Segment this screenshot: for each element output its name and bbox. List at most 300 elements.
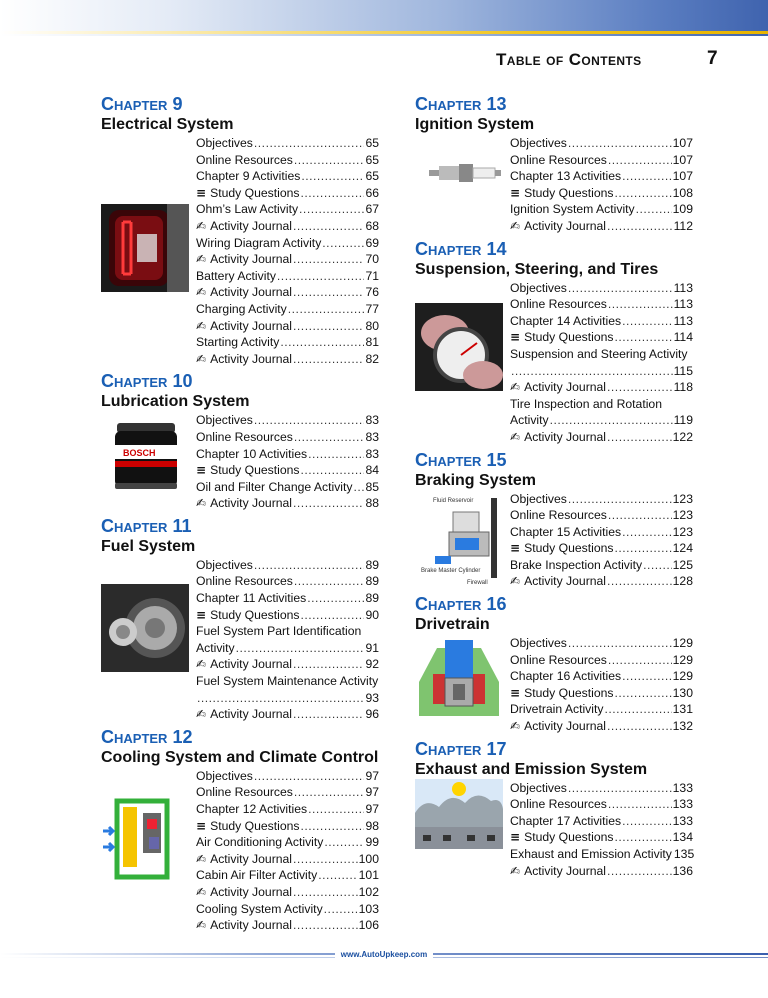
chapter-number: Chapter 14	[415, 238, 507, 259]
chapter-title: Suspension, Steering, and Tires	[415, 260, 659, 278]
toc-entry[interactable]	[510, 135, 693, 152]
entry-page-number: 107	[672, 136, 693, 150]
entry-label: Oil and Filter Change Activity	[196, 479, 353, 494]
dot-leader	[307, 590, 364, 607]
toc-entry[interactable]	[196, 590, 379, 607]
chapter-number: Chapter 10	[101, 371, 193, 392]
toc-entry[interactable]	[510, 280, 693, 297]
entry-label: Objectives	[510, 780, 567, 795]
toc-entry[interactable]	[510, 313, 693, 330]
entry-page-number: 125	[672, 557, 693, 572]
dot-leader	[615, 829, 672, 846]
toc-entry[interactable]	[510, 701, 693, 718]
toc-entry[interactable]	[510, 557, 693, 574]
dot-leader	[353, 479, 364, 496]
chapter-10	[101, 371, 391, 512]
entry-page-number: 119	[673, 413, 693, 428]
entry-page-number: 129	[672, 652, 693, 667]
dot-leader	[608, 152, 672, 169]
dot-leader	[293, 706, 364, 723]
chapter-number: Chapter 11	[101, 515, 192, 536]
entry-page-number: 77	[365, 301, 379, 316]
entry-page-number: 115	[673, 363, 693, 378]
toc-entry[interactable]	[196, 607, 379, 624]
entry-label: Activity Journal	[210, 496, 293, 511]
dot-leader	[607, 218, 673, 235]
entry-page-number: 134	[672, 830, 693, 845]
activity-journal-icon: ✍	[196, 496, 207, 511]
chapter-title: Braking System	[415, 471, 536, 489]
study-questions-icon: ≡	[196, 463, 207, 478]
toc-entry[interactable]	[196, 268, 379, 285]
entry-label: Activity Journal	[524, 218, 607, 233]
dot-leader	[511, 363, 673, 380]
entry-page-number: 65	[365, 169, 379, 184]
entry-label: Activity Journal	[210, 218, 293, 233]
dot-leader	[622, 668, 672, 685]
entry-label: Activity Journal	[524, 380, 607, 395]
toc-entry[interactable]	[196, 446, 379, 463]
dot-leader	[622, 168, 672, 185]
toc-entry[interactable]	[196, 834, 379, 851]
entry-label: Online Resources	[510, 508, 607, 523]
entry-page-number: 92	[365, 657, 379, 672]
activity-journal-icon: ✍	[510, 863, 521, 878]
toc-entry[interactable]	[196, 640, 379, 657]
activity-journal-icon: ✍	[196, 657, 207, 672]
entry-page-number: 97	[365, 785, 379, 800]
toc-entry[interactable]	[510, 363, 693, 380]
right-column	[415, 90, 705, 879]
entry-page-number: 108	[672, 185, 693, 200]
entry-page-number: 83	[365, 413, 379, 428]
activity-journal-icon: ✍	[196, 252, 207, 267]
chapter-16	[415, 594, 705, 735]
toc-entry[interactable]	[196, 867, 379, 884]
toc-entry[interactable]	[196, 784, 379, 801]
toc-entry[interactable]	[196, 235, 379, 252]
entry-label: Online Resources	[196, 429, 293, 444]
entry-label: Cooling System Activity	[196, 901, 323, 916]
dot-leader	[293, 218, 364, 235]
entry-label: Online Resources	[510, 297, 607, 312]
toc-entry[interactable]	[196, 479, 379, 496]
toc-entry[interactable]	[196, 218, 379, 235]
dot-leader	[615, 540, 672, 557]
toc-entry[interactable]	[510, 573, 693, 590]
dot-leader	[607, 863, 672, 880]
dot-leader	[254, 135, 365, 152]
toc-entry[interactable]	[196, 284, 379, 301]
dot-leader	[308, 446, 364, 463]
toc-entry[interactable]	[196, 201, 379, 218]
entry-label: Activity Journal	[524, 574, 607, 589]
entry-page-number: 106	[358, 918, 379, 933]
oil-filter-image	[101, 423, 189, 493]
study-questions-icon: ≡	[196, 185, 207, 200]
entry-label: Charging Activity	[196, 301, 287, 316]
page-title: Table of Contents	[496, 50, 642, 69]
dot-leader	[293, 656, 364, 673]
dot-leader	[568, 635, 672, 652]
dot-leader	[254, 768, 365, 785]
activity-journal-icon: ✍	[510, 380, 521, 395]
entry-page-number: 133	[672, 797, 693, 812]
toc-entry[interactable]	[196, 495, 379, 512]
entry-label: Online Resources	[196, 785, 293, 800]
entry-label: Activity Journal	[210, 285, 293, 300]
dot-leader	[615, 685, 672, 702]
toc-entry[interactable]	[510, 429, 693, 446]
entry-page-number: 99	[365, 835, 379, 850]
dot-leader	[322, 235, 364, 252]
dot-leader	[293, 917, 358, 934]
dot-leader	[280, 334, 364, 351]
chapter-title: Lubrication System	[101, 393, 250, 411]
entry-label: Chapter 12 Activities	[196, 802, 308, 816]
toc-entry[interactable]	[196, 801, 379, 818]
entry-label: Study Questions	[210, 463, 300, 478]
entry-page-number: 83	[365, 446, 379, 461]
toc-entry[interactable]	[510, 346, 693, 363]
dot-leader	[607, 379, 673, 396]
dot-leader	[254, 557, 365, 574]
toc-entry[interactable]	[510, 635, 693, 652]
toc-entry[interactable]	[510, 846, 693, 863]
dot-leader	[293, 495, 364, 512]
chapter-title: Ignition System	[415, 116, 535, 133]
study-questions-icon: ≡	[510, 830, 521, 845]
entry-label: Chapter 11 Activities	[196, 591, 307, 606]
chapter-entries	[510, 491, 693, 591]
toc-entry[interactable]	[510, 379, 693, 396]
dot-leader	[607, 718, 672, 735]
entry-label: Activity Journal	[524, 863, 607, 878]
entry-label: Activity Journal	[210, 351, 293, 366]
dot-leader	[550, 412, 673, 429]
entry-page-number: 109	[672, 202, 693, 217]
entry-page-number: 66	[365, 185, 379, 200]
toc-entry[interactable]	[510, 491, 693, 508]
dot-leader	[254, 412, 365, 429]
entry-label: Objectives	[196, 413, 253, 428]
emission-diagram	[415, 779, 503, 849]
toc-entry[interactable]	[510, 780, 693, 797]
entry-label: Objectives	[510, 491, 567, 506]
toc-entry[interactable]	[196, 884, 379, 901]
entry-label: Chapter 13 Activities	[510, 169, 622, 184]
entry-page-number: 90	[365, 607, 379, 622]
toc-entry[interactable]	[196, 901, 379, 918]
entry-page-number: 65	[365, 136, 379, 150]
entry-page-number: 82	[365, 351, 379, 366]
dot-leader	[604, 701, 671, 718]
chapter-13	[415, 94, 705, 235]
page-number: 7	[707, 48, 718, 69]
chapter-title: Drivetrain	[415, 616, 490, 634]
chapter-14	[415, 239, 705, 446]
toc-entry[interactable]	[196, 690, 379, 707]
toc-entry[interactable]	[196, 768, 379, 785]
entry-page-number: 133	[672, 813, 693, 828]
entry-label: Study Questions	[524, 330, 614, 345]
entry-page-number: 93	[365, 690, 379, 705]
chapter-entries	[510, 780, 693, 880]
entry-label: Tire Inspection and Rotation	[510, 396, 662, 411]
chapter-entries	[196, 557, 379, 723]
toc-entry[interactable]	[196, 318, 379, 335]
entry-page-number: 132	[672, 719, 693, 734]
dot-leader	[197, 690, 364, 707]
toc-entry[interactable]	[196, 673, 379, 690]
toc-entry[interactable]	[196, 851, 379, 868]
dot-leader	[615, 329, 673, 346]
dot-leader	[301, 462, 365, 479]
entry-label: Activity Journal	[210, 918, 293, 933]
entry-label: Drivetrain Activity	[510, 702, 604, 717]
entry-label: Objectives	[196, 557, 253, 572]
toc-entry[interactable]	[196, 429, 379, 446]
toc-entry[interactable]	[510, 201, 693, 218]
study-questions-icon: ≡	[510, 541, 521, 556]
toc-entry[interactable]	[510, 863, 693, 880]
entry-page-number: 65	[365, 152, 379, 167]
spark-plug-image	[415, 154, 503, 194]
chapter-entries	[196, 768, 379, 934]
brake-master-cylinder-label: Brake Master Cylinder	[421, 567, 481, 574]
dot-leader	[608, 507, 672, 524]
entry-page-number: 114	[673, 330, 693, 345]
dot-leader	[324, 901, 358, 918]
chapter-number: Chapter 12	[101, 726, 193, 747]
toc-entry[interactable]	[196, 168, 379, 185]
chapter-12	[101, 727, 391, 934]
entry-label: Activity Journal	[210, 707, 293, 722]
dot-leader	[294, 429, 365, 446]
entry-page-number: 80	[365, 318, 379, 333]
dot-leader	[622, 524, 672, 541]
dot-leader	[308, 801, 364, 818]
entry-label: Online Resources	[510, 152, 607, 167]
dot-leader	[277, 268, 365, 285]
svg-text:BOSCH: BOSCH	[123, 448, 156, 459]
entry-page-number: 112	[673, 218, 693, 233]
toc-entry[interactable]	[196, 917, 379, 934]
entry-label: Starting Activity	[196, 335, 280, 350]
chapter-number: Chapter 16	[415, 594, 507, 615]
entry-page-number: 76	[365, 285, 379, 300]
entry-label: Chapter 17 Activities	[510, 813, 622, 828]
entry-page-number: 96	[365, 707, 379, 722]
entry-page-number: 103	[358, 901, 379, 916]
dot-leader	[318, 867, 357, 884]
tail-light-image	[101, 204, 189, 292]
toc-entry[interactable]	[510, 412, 693, 429]
entry-label: Activity Journal	[210, 318, 293, 333]
dot-leader	[324, 834, 364, 851]
chapter-entries	[196, 135, 379, 367]
entry-label: Study Questions	[210, 818, 300, 833]
toc-entry[interactable]	[196, 557, 379, 574]
entry-label: Exhaust and Emission Activity	[510, 847, 672, 861]
dot-leader	[607, 573, 672, 590]
entry-label: Activity	[510, 413, 549, 428]
toc-entry[interactable]	[196, 656, 379, 673]
entry-label: Fuel System Part Identification	[196, 624, 362, 639]
study-questions-icon: ≡	[510, 185, 521, 200]
toc-entry[interactable]	[510, 652, 693, 669]
entry-label: Online Resources	[196, 574, 293, 589]
dot-leader	[294, 152, 365, 169]
entry-page-number: 122	[672, 429, 693, 444]
toc-entry[interactable]	[196, 301, 379, 318]
toc-entry[interactable]	[196, 334, 379, 351]
dot-leader	[607, 429, 672, 446]
chapter-11	[101, 516, 391, 723]
toc-entry[interactable]	[510, 329, 693, 346]
chapter-entries	[510, 635, 693, 735]
toc-entry[interactable]	[510, 813, 693, 830]
entry-page-number: 113	[673, 313, 693, 328]
toc-entry[interactable]	[196, 251, 379, 268]
entry-label: Battery Activity	[196, 268, 276, 283]
toc-entry[interactable]	[196, 185, 379, 202]
toc-entry[interactable]	[510, 396, 693, 413]
entry-label: Chapter 10 Activities	[196, 446, 308, 461]
entry-page-number: 84	[365, 463, 379, 478]
entry-label: Activity Journal	[210, 252, 293, 267]
entry-page-number: 71	[365, 268, 379, 283]
chapter-title: Electrical System	[101, 116, 234, 133]
dot-leader	[293, 884, 358, 901]
entry-label: Activity Journal	[210, 884, 293, 899]
entry-page-number: 135	[673, 847, 695, 861]
entry-label: Study Questions	[210, 185, 300, 200]
firewall-label: Firewall	[467, 579, 488, 586]
entry-label: Cabin Air Filter Activity	[196, 868, 318, 883]
dot-leader	[301, 607, 365, 624]
entry-page-number: 89	[365, 591, 379, 606]
entry-label: Chapter 16 Activities	[510, 669, 622, 684]
dot-leader	[608, 796, 672, 813]
dot-leader	[294, 573, 365, 590]
toc-entry[interactable]	[196, 706, 379, 723]
entry-label: Activity	[196, 640, 235, 655]
study-questions-icon: ≡	[510, 685, 521, 700]
toc-entry[interactable]	[510, 185, 693, 202]
chapter-9	[101, 94, 391, 367]
activity-journal-icon: ✍	[196, 318, 207, 333]
activity-journal-icon: ✍	[196, 707, 207, 722]
dot-leader	[293, 251, 364, 268]
entry-label: Activity Journal	[524, 719, 607, 734]
entry-label: Ignition System Activity	[510, 202, 635, 217]
entry-page-number: 102	[358, 884, 379, 899]
entry-label: Activity Journal	[524, 429, 607, 444]
toc-entry[interactable]	[510, 685, 693, 702]
toc-entry[interactable]	[196, 351, 379, 368]
entry-label: Wiring Diagram Activity	[196, 235, 322, 250]
toc-entry[interactable]	[510, 524, 693, 541]
entry-label: Objectives	[510, 280, 567, 295]
chapter-number: Chapter 15	[415, 449, 507, 470]
toc-entry[interactable]	[510, 668, 693, 685]
toc-entry[interactable]	[510, 152, 693, 169]
chapter-entries	[510, 135, 693, 235]
toc-entry[interactable]	[196, 152, 379, 169]
footer-url[interactable]: www.AutoUpkeep.com	[335, 950, 433, 959]
toc-entry[interactable]	[510, 168, 693, 185]
toc-entry[interactable]	[196, 135, 379, 152]
entry-label: Study Questions	[524, 685, 614, 700]
entry-label: Air Conditioning Activity	[196, 835, 324, 850]
dot-leader	[643, 557, 672, 574]
dot-leader	[293, 851, 358, 868]
toc-entry[interactable]	[510, 296, 693, 313]
entry-page-number: 107	[672, 152, 693, 167]
toc-entry[interactable]	[196, 573, 379, 590]
entry-page-number: 118	[673, 380, 693, 395]
toc-entry[interactable]	[196, 623, 379, 640]
toc-entry[interactable]	[196, 818, 379, 835]
entry-label: Study Questions	[524, 185, 614, 200]
toc-entry[interactable]	[510, 718, 693, 735]
header-accent-line	[0, 31, 768, 34]
entry-page-number: 136	[672, 863, 693, 878]
entry-page-number: 129	[672, 636, 693, 651]
study-questions-icon: ≡	[196, 818, 207, 833]
entry-page-number: 97	[365, 768, 379, 783]
chapter-17	[415, 739, 705, 880]
toc-entry[interactable]	[510, 507, 693, 524]
left-column	[101, 90, 391, 934]
entry-label: Objectives	[196, 136, 253, 150]
toc-entry[interactable]	[196, 462, 379, 479]
entry-page-number: 97	[365, 802, 379, 816]
dot-leader	[636, 201, 672, 218]
entry-label: Chapter 15 Activities	[510, 524, 622, 539]
activity-journal-icon: ✍	[196, 884, 207, 899]
activity-journal-icon: ✍	[510, 218, 521, 233]
entry-page-number: 123	[672, 508, 693, 523]
entry-label: Objectives	[510, 136, 567, 150]
dot-leader	[236, 640, 365, 657]
entry-page-number: 113	[673, 280, 693, 295]
activity-journal-icon: ✍	[196, 851, 207, 866]
entry-label: Study Questions	[524, 541, 614, 556]
entry-page-number: 107	[672, 169, 693, 184]
dot-leader	[568, 491, 672, 508]
dot-leader	[301, 818, 365, 835]
toc-entry[interactable]	[510, 829, 693, 846]
chapter-number: Chapter 9	[101, 94, 183, 114]
chapter-title: Fuel System	[101, 537, 196, 555]
study-questions-icon: ≡	[510, 330, 521, 345]
toc-entry[interactable]	[196, 412, 379, 429]
toc-entry[interactable]	[510, 540, 693, 557]
toc-entry[interactable]	[510, 796, 693, 813]
toc-entry[interactable]	[510, 218, 693, 235]
chapter-entries	[196, 412, 379, 512]
entry-label: Activity Journal	[210, 657, 293, 672]
activity-journal-icon: ✍	[510, 719, 521, 734]
fuel-cap-image	[101, 584, 189, 672]
activity-journal-icon: ✍	[510, 429, 521, 444]
entry-label: Online Resources	[510, 797, 607, 812]
entry-label: Brake Inspection Activity	[510, 557, 643, 572]
entry-page-number: 129	[672, 669, 693, 684]
activity-journal-icon: ✍	[510, 574, 521, 589]
